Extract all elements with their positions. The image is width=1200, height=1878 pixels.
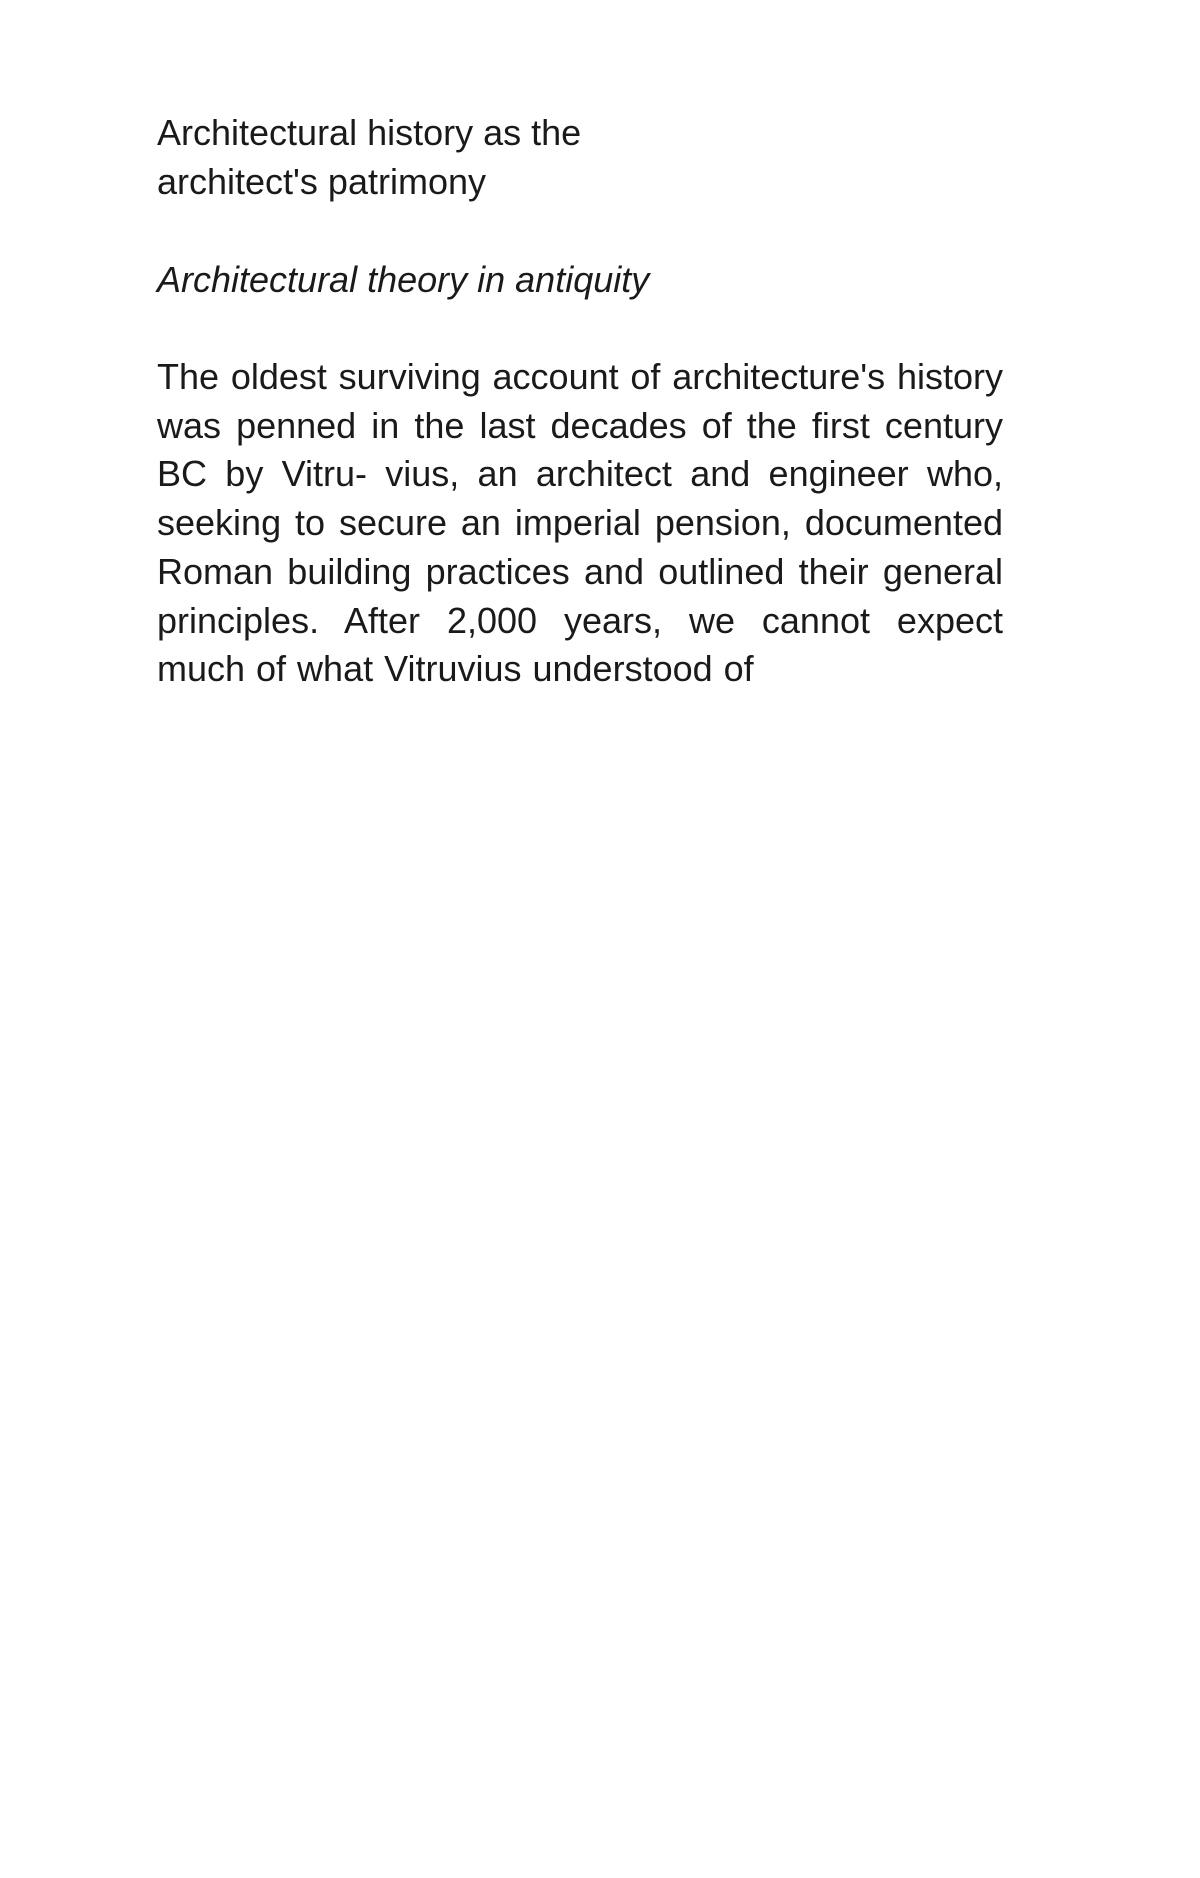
body-paragraph: The oldest surviving account of architecture's history was penned in the last decades of the first century BC by Vitru- vius, an architect and engineer who, seeking to secure an imperial pension, documented Roman building practices and outlined their general principles. After 2,000 years, we cannot expect much of what Vitruvius understood of	[157, 356, 1003, 690]
document-page	[157, 108, 1003, 694]
chapter-title: Architectural history as the architect's patrimony	[157, 112, 582, 202]
section-title: Architectural theory in antiquity	[157, 259, 650, 300]
